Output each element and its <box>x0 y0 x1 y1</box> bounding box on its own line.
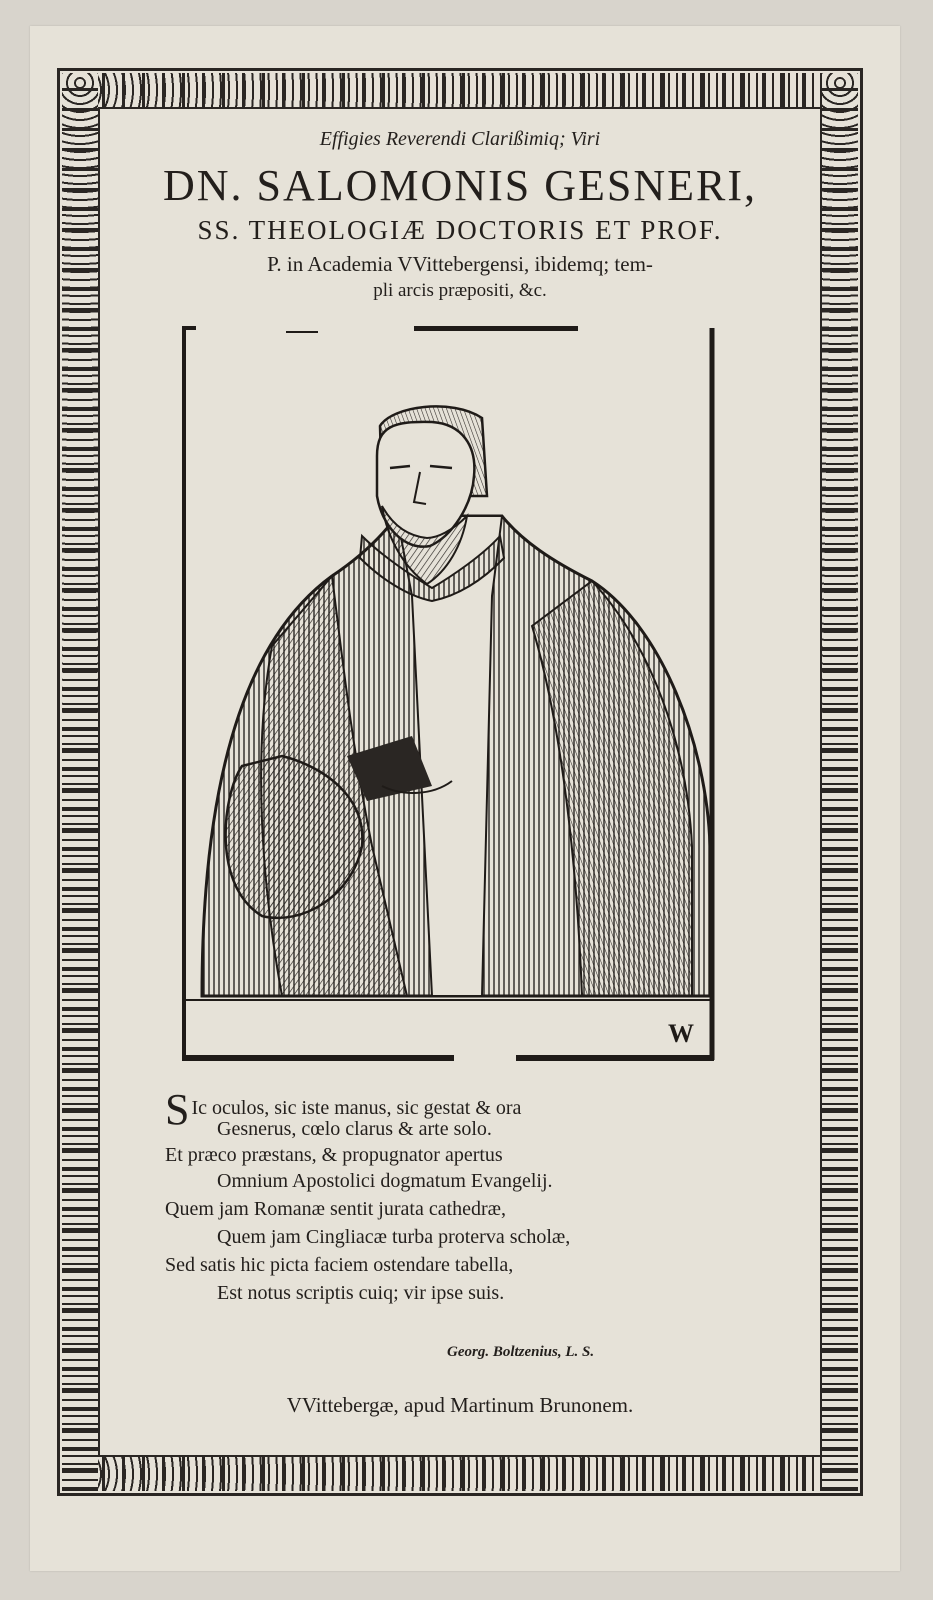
subject-position-line-1: P. in Academia VVittebergensi, ibidemq; tem- <box>267 252 653 276</box>
subject-position-line-2: pli arcis præpositi, &c. <box>373 280 547 301</box>
border-band-bottom <box>62 1457 858 1491</box>
border-band-top <box>62 73 858 107</box>
poem-line-8: Est notus scriptis cuiq; vir ipse suis. <box>217 1282 505 1304</box>
portrait-woodcut <box>182 326 716 1062</box>
poem-line-5: Quem jam Romanæ sentit jurata cathedræ, <box>165 1198 507 1220</box>
effigies-line: Effigies Reverendi Clarißimiq; Viri <box>319 128 601 150</box>
poem-line-3: Et præco præstans, & propugnator apertus <box>165 1144 503 1166</box>
border-band-left <box>62 73 98 1491</box>
poem-line-1: S Ic oculos, sic iste manus, sic gestat & ora <box>165 1085 522 1134</box>
author-signature: Georg. Boltzenius, L. S. <box>447 1344 595 1360</box>
head-figure <box>360 406 504 601</box>
subject-title: SS. THEOLOGIÆ DOCTORIS ET PROF. <box>197 215 723 245</box>
poem-line-2: Gesnerus, cœlo clarus & arte solo. <box>217 1118 492 1140</box>
border-band-right <box>822 73 858 1491</box>
poem-line-4: Omnium Apostolici dogmatum Evangelij. <box>217 1170 553 1192</box>
printer-imprint: VVittebergæ, apud Martinum Brunonem. <box>286 1393 634 1417</box>
poem-line-6: Quem jam Cingliacæ turba proterva scholæ, <box>217 1226 571 1248</box>
drop-cap: S <box>165 1085 190 1134</box>
poem-line-7: Sed satis hic picta faciem ostendare tabella, <box>165 1254 514 1276</box>
artist-monogram: W <box>668 1019 694 1048</box>
subject-name: DN. SALOMONIS GESNERI, <box>162 161 758 210</box>
